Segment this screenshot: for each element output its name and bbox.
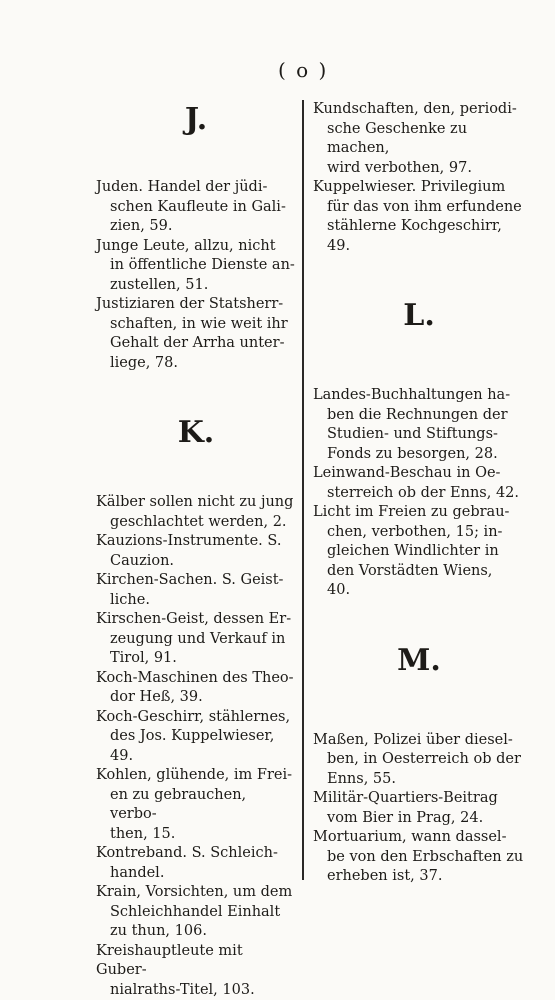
index-entry: Kirschen-Geist, dessen Er- zeugung und Verkauf in Tirol, 91. (96, 610, 296, 669)
index-entry: Kreishauptleute mit Guber- nialraths-Titel, 103. (96, 942, 296, 1000)
index-entry: Licht im Freien zu gebrau- chen, verbothen, 15; in- gleichen Windlichter in den Vorstädten Wiens, 40. (313, 503, 525, 601)
index-entry: Koch-Maschinen des Theo- dor Heß, 39. (96, 669, 296, 708)
column-divider (302, 100, 304, 880)
left-column (96, 100, 296, 1000)
section-letter-m: M. (313, 641, 525, 731)
section-k (96, 413, 296, 1000)
index-entry: Kohlen, glühende, im Frei- en zu gebrauchen, verbo- then, 15. (96, 766, 296, 844)
section-letter-k: K. (96, 413, 296, 493)
index-entry: Kälber sollen nicht zu jung geschlachtet werden, 2. (96, 493, 296, 532)
index-entry: Juden. Handel der jüdi- schen Kaufleute in Gali- zien, 59. (96, 178, 296, 237)
index-entry: Kontreband. S. Schleich- handel. (96, 844, 296, 883)
index-entry: Kundschaften, den, periodi- sche Geschenke zu machen, wird verbothen, 97. (313, 100, 525, 178)
index-entry: Leinwand-Beschau in Oe- sterreich ob der Enns, 42. (313, 464, 525, 503)
index-entry: Kauzions-Instrumente. S. Cauzion. (96, 532, 296, 571)
section-m (313, 641, 525, 887)
index-entry: Kirchen-Sachen. S. Geist- liche. (96, 571, 296, 610)
index-entry: Maßen, Polizei über diesel- ben, in Oesterreich ob der Enns, 55. (313, 731, 525, 790)
index-entry: Krain, Vorsichten, um dem Schleichhandel Einhalt zu thun, 106. (96, 883, 296, 942)
index-entry: Landes-Buchhaltungen ha- ben die Rechnungen der Studien- und Stiftungs- Fonds zu besorgen, 28. (313, 386, 525, 464)
index-entry: Militär-Quartiers-Beitrag vom Bier in Prag, 24. (313, 789, 525, 828)
section-letter-l: L. (313, 296, 525, 386)
section-l (313, 296, 525, 601)
index-entry: Justiziaren der Statsherr- schaften, in wie weit ihr Gehalt der Arrha unter- liege, 78. (96, 295, 296, 373)
section-k-continued (313, 100, 525, 256)
section-j (96, 100, 296, 373)
page-number: ( o ) (278, 58, 328, 82)
index-entry: Mortuarium, wann dassel- be von den Erbschaften zu erheben ist, 37. (313, 828, 525, 887)
index-entry: Junge Leute, allzu, nicht in öffentliche Dienste an- zustellen, 51. (96, 237, 296, 296)
right-column (313, 100, 525, 887)
section-letter-j: J. (96, 100, 296, 170)
index-entry: Koch-Geschirr, stählernes, des Jos. Kuppelwieser, 49. (96, 708, 296, 767)
index-entry: Kuppelwieser. Privilegium für das von ihm erfundene stählerne Kochgeschirr, 49. (313, 178, 525, 256)
